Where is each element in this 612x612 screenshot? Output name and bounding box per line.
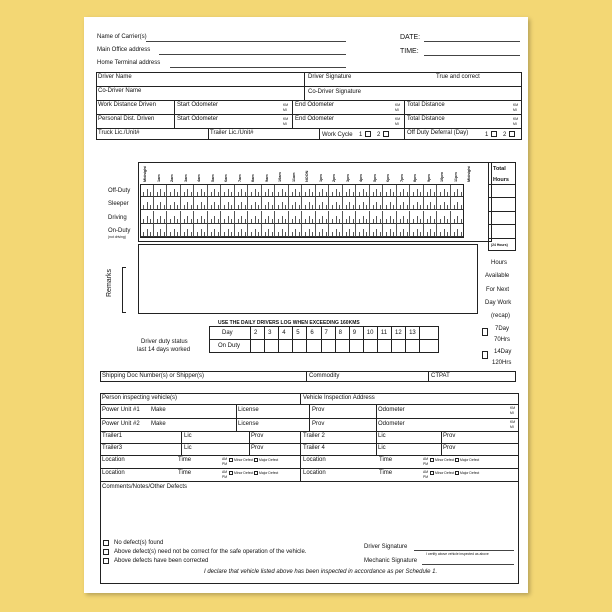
minor-defect-label: Minor Defect (435, 458, 455, 462)
location-label[interactable]: Location (102, 470, 125, 476)
recap-hours: Hours (491, 260, 508, 266)
recap-day-number: 4 (282, 330, 286, 336)
hour-label: 9pm (426, 174, 431, 182)
pm-label: PM (423, 475, 429, 479)
declaration-text: I declare that vehicle listed above has been inspected in accordance as per Schedule 1. (204, 569, 438, 575)
remarks-box[interactable] (138, 244, 478, 314)
row-driving: Driving (108, 215, 127, 221)
pu2-make[interactable]: Make (151, 421, 166, 427)
co-driver-signature-label[interactable]: Co-Driver Signature (308, 89, 362, 95)
row-on-duty-sub: (not driving) (108, 235, 126, 239)
insp-driver-signature-line[interactable] (414, 550, 514, 551)
trailer3-label: Trailer3 (102, 445, 123, 451)
recap-on-duty-cell[interactable] (278, 340, 292, 352)
am-label: AM (423, 457, 429, 461)
km-unit: KM (395, 117, 401, 121)
minor-defect-label: Minor Defect (234, 458, 254, 462)
hour-label: 6am (224, 174, 228, 182)
trailer1-label: Trailer1 (102, 433, 123, 439)
pm-label: PM (423, 462, 429, 466)
major-defect-checkbox[interactable] (254, 471, 258, 475)
mi-unit: MI (283, 108, 287, 112)
need-not-correct-checkbox[interactable] (103, 549, 109, 555)
recap-day-number: 8 (338, 330, 342, 336)
hour-label: 3am (183, 174, 188, 182)
hour-label: 11pm (453, 172, 458, 182)
hour-label: 10am (278, 172, 282, 182)
trailer4-prov[interactable]: Prov (443, 445, 456, 451)
deferral-2-checkbox[interactable] (509, 131, 515, 137)
recap-on-duty-cell[interactable] (349, 340, 363, 352)
minor-defect-checkbox[interactable] (229, 471, 233, 475)
hour-label: 10pm (440, 172, 444, 182)
pu1-make[interactable]: Make (151, 407, 166, 413)
recap-day-number: 6 (310, 330, 314, 336)
hour-label: 7am (237, 174, 242, 182)
no-defects-label: No defect(s) found (114, 540, 164, 546)
row-on-duty: On-Duty (108, 228, 131, 234)
home-terminal-line[interactable] (170, 67, 346, 68)
personal-end-odometer[interactable]: End Odometer (295, 116, 335, 122)
km-unit: KM (510, 420, 516, 424)
remarks-bracket (122, 267, 126, 313)
duty-status-label-2: last 14 days worked (137, 347, 191, 353)
recap-recap: (recap) (491, 313, 511, 319)
carrier-name-line[interactable] (146, 41, 346, 42)
trailer2-lic[interactable]: Lic (378, 433, 386, 439)
remarks-label: Remarks (106, 268, 113, 297)
recap-day-number: 9 (352, 330, 357, 336)
personal-distance-label: Personal Dist. Driven (98, 116, 155, 122)
mi-unit: MI (395, 122, 399, 126)
personal-total-distance[interactable]: Total Distance (407, 116, 445, 122)
recap-title: USE THE DAILY DRIVERS LOG WHEN EXCEEDING 160KMS (218, 320, 360, 326)
recap-day-number: 13 (409, 330, 416, 336)
km-unit: KM (283, 103, 289, 107)
trailer-lic-label[interactable]: Trailer Lic./Unit# (210, 130, 254, 136)
hour-label: 11am (291, 172, 296, 182)
hour-label: 3pm (345, 174, 350, 182)
recap-on-duty-cell[interactable] (292, 340, 306, 352)
log-form-page (84, 17, 528, 593)
ctpat-label[interactable]: CTPAT (431, 373, 450, 379)
commodity-label[interactable]: Commodity (309, 373, 340, 379)
work-total-distance[interactable]: Total Distance (407, 102, 445, 108)
pu2-prov[interactable]: Prov (312, 421, 325, 427)
recap-available: Available (485, 273, 510, 279)
hour-label: 1am (156, 174, 161, 182)
recap-day-number: 5 (296, 330, 300, 336)
trailer1-prov[interactable]: Prov (251, 433, 264, 439)
trailer2-label: Trailer 2 (303, 433, 325, 439)
time-label[interactable]: Time (178, 457, 192, 463)
cycle-2-label: 2 (377, 132, 381, 138)
cycle-14day-checkbox[interactable] (482, 351, 488, 359)
hour-label: 7pm (399, 174, 404, 182)
hour-label: Midnight (467, 166, 471, 182)
hour-label: 2am (170, 174, 174, 182)
mi-unit: MI (510, 411, 514, 415)
mechanic-signature-label: Mechanic Signature (364, 558, 418, 564)
mi-unit: MI (510, 425, 514, 429)
trailer1-lic[interactable]: Lic (184, 433, 192, 439)
off-duty-deferral-label: Off Duty Deferral (Day) (407, 130, 469, 136)
work-end-odometer[interactable]: End Odometer (295, 102, 335, 108)
hours-24-label: (24 Hours) (491, 243, 508, 247)
hour-label: 2pm (332, 174, 336, 182)
recap-on-duty-cell[interactable] (250, 340, 264, 352)
recap-day-number: 2 (254, 330, 258, 336)
total-label: Total (493, 166, 506, 172)
row-sleeper: Sleeper (108, 201, 129, 207)
need-not-correct-label: Above defect(s) need not be correct for the safe operation of the vehicle. (114, 549, 307, 555)
carrier-name-label: Name of Carrier(s) (97, 34, 147, 40)
recap-day-number: 10 (366, 330, 374, 336)
time-label[interactable]: Time (379, 470, 393, 476)
pm-label: PM (222, 462, 228, 466)
time-label[interactable]: Time (178, 470, 192, 476)
pu1-odometer[interactable]: Odometer (378, 407, 405, 413)
shipping-doc-label[interactable]: Shipping Doc Number(s) or Shipper(s) (102, 373, 205, 379)
cycle-1-label: 1 (359, 132, 363, 138)
hour-label: 4am (197, 174, 201, 182)
cycle-1-checkbox[interactable] (365, 131, 371, 137)
minor-defect-checkbox[interactable] (229, 458, 233, 462)
work-start-odometer[interactable]: Start Odometer (177, 102, 219, 108)
recap-day-number: 11 (380, 330, 388, 336)
recap-day-number: 3 (268, 330, 272, 336)
hour-label: 5am (210, 174, 215, 182)
recap-on-duty-cell[interactable] (321, 340, 335, 352)
date-line[interactable] (424, 41, 520, 42)
mi-unit: MI (513, 108, 517, 112)
minor-defect-checkbox[interactable] (430, 458, 434, 462)
km-unit: KM (395, 103, 401, 107)
recap-on-duty-cell[interactable] (306, 340, 320, 352)
time-label: TIME: (400, 48, 419, 55)
hour-label: 4pm (359, 174, 363, 182)
truck-lic-label[interactable]: Truck Lic./Unit# (98, 130, 140, 136)
major-defect-label: Major Defect (259, 458, 279, 462)
hour-label: 8am (251, 174, 255, 182)
recap-on-duty-cell[interactable] (264, 340, 278, 352)
major-defect-label: Major Defect (259, 471, 279, 475)
trailer4-label: Trailer 4 (303, 445, 325, 451)
km-unit: KM (513, 117, 519, 121)
trailer3-lic[interactable]: Lic (184, 445, 192, 451)
co-driver-name-label[interactable]: Co-Driver Name (98, 88, 142, 94)
km-unit: KM (513, 103, 519, 107)
cycle-120hrs-label: 120Hrs (492, 360, 512, 366)
am-label: AM (423, 470, 429, 474)
cycle-2-checkbox[interactable] (383, 131, 389, 137)
hour-label: 6pm (386, 174, 390, 182)
cycle-7day-label: 7Day (495, 326, 510, 332)
no-defects-checkbox[interactable] (103, 540, 109, 546)
trailer3-prov[interactable]: Prov (251, 445, 264, 451)
trailer2-prov[interactable]: Prov (443, 433, 456, 439)
major-defect-label: Major Defect (460, 471, 480, 475)
person-inspecting-label[interactable]: Person inspecting vehicle(s) (102, 395, 178, 401)
recap-day-work: Day Work (485, 300, 512, 306)
recap-on-duty-cell[interactable] (377, 340, 391, 352)
pu2-odometer[interactable]: Odometer (378, 421, 405, 427)
pu1-prov[interactable]: Prov (312, 407, 325, 413)
hour-label: 5pm (372, 174, 377, 182)
true-correct-label: True and correct (436, 74, 480, 80)
major-defect-label: Major Defect (460, 458, 480, 462)
pu1-license[interactable]: License (238, 407, 259, 413)
hour-label: 8pm (413, 174, 417, 182)
recap-day-number: 12 (395, 330, 402, 336)
mi-unit: MI (513, 122, 517, 126)
comments-label[interactable]: Comments/Notes/Other Defects (102, 484, 188, 490)
work-cycle-label: Work Cycle (322, 132, 353, 138)
duty-status-label-1: Driver duty status (141, 339, 188, 345)
personal-start-odometer[interactable]: Start Odometer (177, 116, 219, 122)
hour-label: 1pm (318, 174, 323, 182)
am-label: AM (222, 457, 228, 461)
minor-defect-label: Minor Defect (234, 471, 254, 475)
location-label[interactable]: Location (303, 457, 326, 463)
date-label: DATE: (400, 34, 421, 41)
recap-on-duty-label: On Duty (218, 343, 241, 349)
work-distance-label: Work Distance Driven (98, 102, 156, 108)
recap-on-duty-cell[interactable] (405, 340, 419, 352)
minor-defect-label: Minor Defect (435, 471, 455, 475)
mechanic-signature-line[interactable] (422, 564, 514, 565)
pu2-license[interactable]: License (238, 421, 259, 427)
recap-on-duty-cell[interactable] (391, 340, 405, 352)
driver-signature-label[interactable]: Driver Signature (308, 74, 352, 80)
main-office-label: Main Office address (97, 47, 151, 53)
time-line[interactable] (424, 55, 520, 56)
deferral-2-label: 2 (503, 132, 507, 138)
home-terminal-label: Home Terminal address (97, 60, 161, 66)
hour-label: 9am (264, 174, 269, 182)
pm-label: PM (222, 475, 228, 479)
km-unit: KM (283, 117, 289, 121)
km-unit: KM (510, 406, 516, 410)
power-unit-1-label: Power Unit #1 (102, 407, 140, 413)
deferral-1-checkbox[interactable] (491, 131, 497, 137)
cycle-7day-checkbox[interactable] (482, 328, 488, 336)
row-off-duty: Off-Duty (108, 188, 131, 194)
cycle-14day-label: 14Day (494, 349, 512, 355)
insp-driver-signature-label: Driver Signature (364, 544, 408, 550)
cycle-70hrs-label: 70Hrs (494, 337, 511, 343)
hours-label: Hours (493, 177, 509, 183)
major-defect-checkbox[interactable] (254, 458, 258, 462)
main-office-line[interactable] (159, 54, 346, 55)
recap-day-label: Day (222, 330, 233, 336)
location-label[interactable]: Location (102, 457, 125, 463)
major-defect-checkbox[interactable] (455, 458, 459, 462)
am-label: AM (222, 470, 228, 474)
recap-on-duty-cell[interactable] (363, 340, 377, 352)
minor-defect-checkbox[interactable] (430, 471, 434, 475)
mi-unit: MI (283, 122, 287, 126)
location-label[interactable]: Location (303, 470, 326, 476)
power-unit-2-label: Power Unit #2 (102, 421, 140, 427)
recap-on-duty-cell[interactable] (335, 340, 349, 352)
major-defect-checkbox[interactable] (455, 471, 459, 475)
driver-name-label[interactable]: Driver Name (98, 74, 132, 80)
inspection-address-label[interactable]: Vehicle Inspection Address (303, 395, 375, 401)
trailer4-lic[interactable]: Lic (378, 445, 386, 451)
deferral-1-label: 1 (485, 132, 489, 138)
hour-label: Midnight (143, 166, 147, 182)
corrected-label: Above defects have been corrected (114, 558, 209, 564)
hour-label: NOON (305, 170, 309, 182)
time-label[interactable]: Time (379, 457, 393, 463)
driver-sig-note: I certify above vehicle inspected as above (426, 552, 489, 556)
corrected-checkbox[interactable] (103, 558, 109, 564)
recap-for-next: For Next (486, 287, 510, 293)
grid-outline (140, 184, 464, 238)
mi-unit: MI (395, 108, 399, 112)
recap-day-number: 7 (324, 330, 328, 336)
recap-divider (419, 326, 420, 353)
